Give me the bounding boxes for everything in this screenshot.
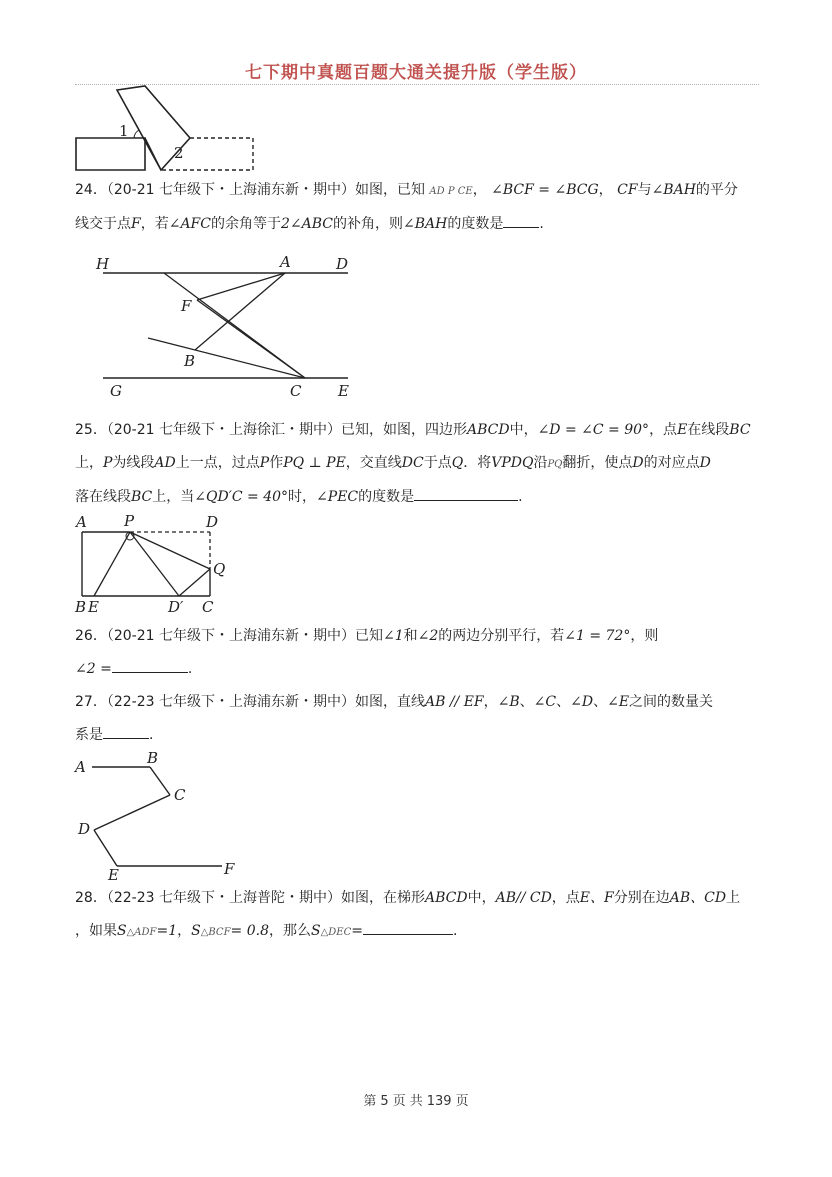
figure-25 (72, 512, 242, 616)
problem-source: （22-23 七年级下・上海普陀・期中）如图，在梯形 (106, 890, 425, 906)
footer-text: 页 (392, 1094, 406, 1109)
label-P: P (124, 512, 135, 530)
math-expr: D (632, 455, 644, 471)
figure-24 (90, 250, 370, 400)
text: ，点 (649, 422, 678, 438)
problem-27-line-2 (75, 719, 765, 752)
math-expr: E (677, 422, 688, 438)
label-Q: Q (213, 560, 226, 578)
math-expr: ∠BAH (403, 216, 448, 232)
text: 沿 (533, 455, 548, 471)
text: 上 (726, 890, 741, 906)
text: ，如果 (75, 923, 117, 939)
text: . (187, 661, 193, 677)
math-expr: S (310, 923, 321, 939)
text: ， (177, 923, 192, 939)
text: . (452, 923, 458, 939)
text: 、 (593, 694, 608, 710)
problem-25-line-2 (75, 447, 765, 481)
math-expr: D (699, 455, 711, 471)
math-expr: ∠D = ∠C = 90° (537, 422, 650, 438)
label-A: A (75, 758, 86, 776)
figure-strip-fold (70, 86, 270, 178)
text: 在线段 (687, 422, 730, 438)
text: 分别在边 (613, 890, 670, 906)
answer-blank[interactable] (103, 724, 149, 739)
label-C: C (202, 598, 214, 616)
math-expr: AD (154, 455, 176, 471)
text: ， (598, 182, 613, 198)
math-expr: P (103, 455, 113, 471)
page-number: 5 (380, 1094, 389, 1109)
label-B: B (184, 352, 196, 370)
label-2: 2 (174, 144, 184, 162)
label-D: D (206, 513, 219, 531)
math-expr: 2∠ABC (281, 216, 334, 232)
label-E: E (88, 598, 99, 616)
page-footer (0, 1090, 832, 1109)
math-expr: ∠D (570, 694, 594, 710)
math-expr: ∠1 = 72° (564, 628, 631, 644)
math-expr: PQ (547, 459, 563, 470)
math-expr: ∠E (607, 694, 630, 710)
label-C: C (174, 786, 186, 804)
segment-PD-prime (130, 532, 179, 596)
label-F: F (224, 860, 235, 878)
text: 与 (637, 182, 652, 198)
math-expr: = (351, 923, 363, 939)
problem-24-line-1 (75, 174, 765, 208)
math-expr: ∠QD′C = 40° (194, 489, 289, 505)
problem-source: （20-21 七年级下・上海浦东新・期中）如图，已知 (106, 182, 425, 198)
problem-24 (75, 174, 765, 241)
text: 、 (519, 694, 534, 710)
answer-blank[interactable] (363, 920, 453, 935)
problem-source: （20-21 七年级下・上海浦东新・期中）已知 (106, 628, 383, 644)
segment-A-B (195, 273, 285, 350)
problem-number: 25． (75, 422, 107, 438)
text: ， (483, 694, 498, 710)
math-expr: ∠BCF = ∠BCG (491, 182, 599, 198)
text: 之间的数量关 (629, 694, 714, 710)
math-expr: P (259, 455, 270, 471)
text: 线交于点 (75, 216, 131, 232)
text: ， (472, 182, 487, 198)
problem-25-line-3 (75, 481, 765, 514)
math-expr: ∠PEC (316, 489, 359, 505)
text: 的余角等于 (211, 216, 281, 232)
problem-26-line-2 (75, 653, 765, 686)
angle-arc-1 (134, 130, 139, 138)
answer-blank[interactable] (112, 658, 188, 673)
segment-CD (94, 795, 170, 830)
text: 的对应点 (643, 455, 700, 471)
text: . (149, 727, 154, 743)
math-expr: Q (451, 455, 464, 471)
math-expr: DC (401, 455, 424, 471)
problem-26-line-1 (75, 620, 765, 653)
text: ，则 (630, 628, 659, 644)
segment-A-F (197, 273, 285, 300)
label-B: B (75, 598, 87, 616)
label-E: E (338, 382, 349, 400)
footer-text: 第 (363, 1094, 377, 1109)
segment-B-C (148, 338, 305, 378)
label-H: H (96, 255, 110, 273)
math-expr: CF (617, 182, 638, 198)
problem-28 (75, 882, 765, 949)
segment-PE (94, 532, 130, 596)
text: . (518, 489, 523, 505)
total-pages: 139 (426, 1094, 452, 1109)
text: 中， (467, 890, 496, 906)
math-expr: ∠2 (417, 628, 439, 644)
problem-source: （22-23 七年级下・上海浦东新・期中）如图，直线 (106, 694, 425, 710)
math-expr: BC (729, 422, 751, 438)
label-D-prime: D′ (168, 598, 184, 616)
footer-text: 页 (455, 1094, 469, 1109)
text: ，那么 (268, 923, 311, 939)
math-expr: = 0.8 (230, 923, 269, 939)
math-expr: PQ ⊥ PE (283, 455, 346, 471)
footer-text: 共 (409, 1094, 423, 1109)
page-title: 七下期中真题百题大通关提升版（学生版） (245, 63, 587, 83)
text: ．将 (463, 455, 492, 471)
problem-28-line-2 (75, 915, 765, 949)
segment-F-C (197, 300, 305, 378)
label-B: B (147, 749, 159, 767)
problem-number: 28． (75, 890, 107, 906)
text: 的平分 (695, 182, 738, 198)
problem-25-line-1 (75, 414, 765, 447)
math-expr: F (131, 216, 141, 232)
text: ，若 (140, 216, 169, 232)
segment-D-prime-Q (179, 569, 210, 596)
problem-24-line-2 (75, 208, 765, 241)
text: ，点 (551, 890, 580, 906)
problem-25 (75, 414, 765, 514)
label-C: C (290, 382, 302, 400)
math-subscript: △DEC (320, 927, 352, 938)
label-A: A (280, 253, 291, 271)
math-subscript: △ADF (126, 927, 157, 938)
strip-rectangle (76, 138, 145, 170)
text: 上一点，过点 (175, 455, 260, 471)
segment-BC (150, 767, 170, 795)
problem-26 (75, 620, 765, 686)
text: 的两边分别平行，若 (438, 628, 565, 644)
math-expr: VPDQ (491, 455, 534, 471)
math-expr: ∠C (533, 694, 557, 710)
math-expr: E、F (579, 890, 614, 906)
header-divider (75, 84, 759, 85)
math-expr: ∠B (497, 694, 520, 710)
math-expr: ∠BAH (651, 182, 696, 198)
answer-blank[interactable] (414, 486, 518, 501)
text: 落在线段 (75, 489, 131, 505)
problem-source: （20-21 七年级下・上海徐汇・期中）已知，如图，四边形 (106, 422, 467, 438)
math-expr: AB // EF (424, 694, 484, 710)
math-expr: ∠AFC (168, 216, 211, 232)
label-D: D (78, 820, 91, 838)
text: 的度数是 (447, 216, 504, 232)
math-expr: BC (131, 489, 153, 505)
math-expr: ABCD (424, 890, 468, 906)
math-expr: ABCD (466, 422, 510, 438)
text: 时， (288, 489, 317, 505)
text: ，交直线 (345, 455, 402, 471)
text: 和 (403, 628, 418, 644)
text: 系是 (75, 727, 103, 743)
problem-number: 27． (75, 694, 107, 710)
text: . (539, 216, 544, 232)
text: 作 (269, 455, 284, 471)
label-F: F (181, 297, 192, 315)
math-expr: AD P CE (429, 186, 473, 197)
math-expr: S (191, 923, 201, 939)
math-expr: S (117, 923, 127, 939)
text: 翻折，使点 (562, 455, 633, 471)
problem-number: 24． (75, 182, 107, 198)
text: 上，当 (152, 489, 195, 505)
math-expr: =1 (156, 923, 178, 939)
problem-27-line-1 (75, 686, 765, 719)
label-D: D (336, 255, 349, 273)
math-expr: AB、CD (669, 890, 727, 906)
math-expr: ∠2 = (75, 661, 112, 677)
label-E: E (108, 866, 119, 884)
text: 中， (509, 422, 538, 438)
text: 的补角，则 (333, 216, 404, 232)
math-expr: AB// CD (495, 890, 552, 906)
fold-line (145, 138, 161, 170)
answer-blank[interactable] (503, 213, 539, 228)
label-G: G (110, 382, 122, 400)
text: 为线段 (112, 455, 155, 471)
segment-DE (94, 830, 117, 866)
label-1: 1 (119, 122, 129, 140)
problem-27 (75, 686, 765, 752)
problem-28-line-1 (75, 882, 765, 915)
figure-27 (72, 749, 242, 884)
text: 、 (556, 694, 571, 710)
math-expr: ∠1 (382, 628, 404, 644)
text: 的度数是 (358, 489, 415, 505)
segment-PQ (130, 532, 210, 569)
text: 上， (75, 455, 103, 471)
text: 于点 (423, 455, 452, 471)
problem-number: 26． (75, 628, 107, 644)
math-subscript: △BCF (200, 927, 231, 938)
label-A: A (76, 513, 87, 531)
